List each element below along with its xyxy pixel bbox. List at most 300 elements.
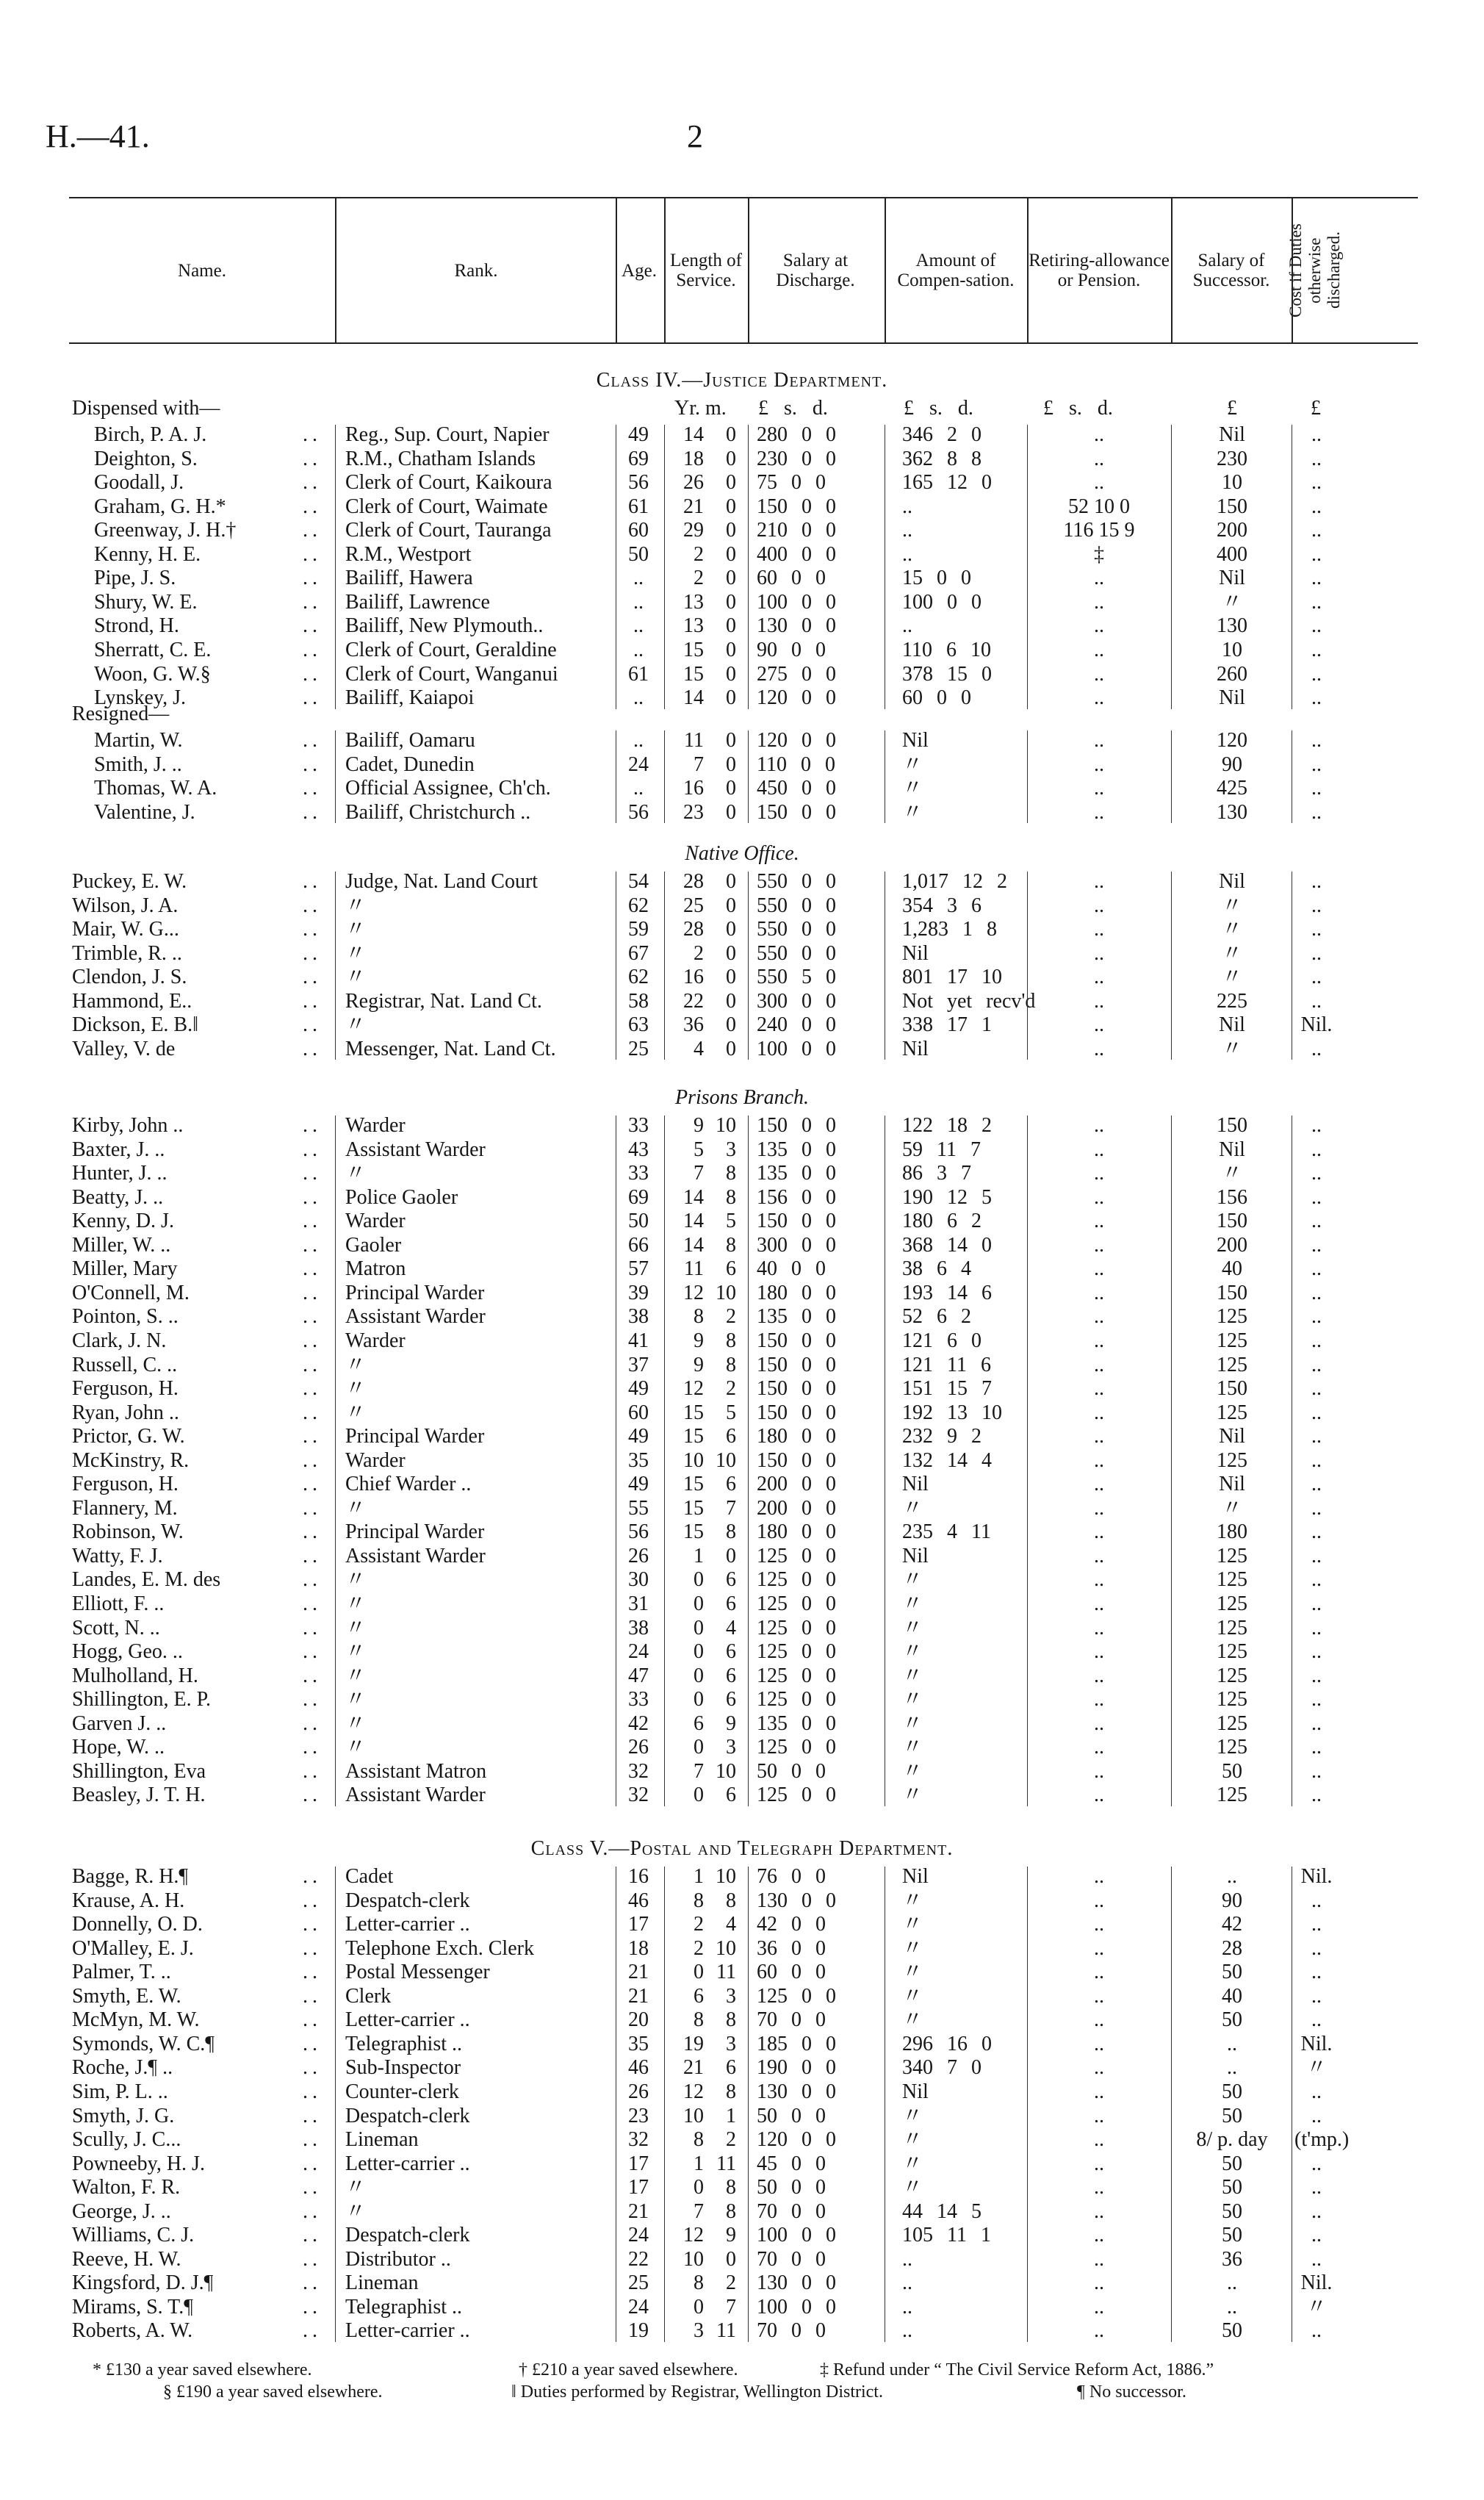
cell-m: 10 [716,1759,736,1783]
column-rule [335,730,336,823]
column-rule [1027,1867,1028,2342]
cell-n: Beatty, J. .. [72,1185,164,1209]
table-row [0,639,1484,662]
cell-n: Dickson, E. B.‖ [72,1013,198,1037]
cell-c: 122 18 2 [902,1114,992,1137]
table-row [0,1497,1484,1520]
cell-y: 18 [683,447,704,470]
cell-ret: .. [1094,1013,1104,1037]
subhead-dispensed: Dispensed with— [72,397,220,420]
cell-s: 185 0 0 [757,2032,836,2055]
cell-c: .. [902,2247,912,2271]
cell-ret: .. [1094,729,1104,752]
cell-y: 2 [694,1936,704,1960]
column-rule [1171,1867,1172,2342]
cell-a: .. [633,590,644,614]
cell-a: 56 [628,800,649,824]
cell-s: 120 0 0 [757,2128,836,2152]
table-row [0,2319,1484,2343]
table-row [0,918,1484,941]
cell-ret: .. [1094,1210,1104,1233]
table-row [0,2200,1484,2224]
cell-y: 14 [683,686,704,710]
table-row [0,1186,1484,1210]
cell-s: 60 0 0 [757,567,826,590]
column-rule [664,425,665,709]
cell-y: 10 [683,2104,704,2127]
cell-m: 0 [726,1037,736,1060]
cell-ret: .. [1094,590,1104,614]
table-row [0,2056,1484,2080]
cell-m: 0 [726,1544,736,1567]
cell-a: 55 [628,1496,649,1520]
cell-c: Nil [902,729,929,752]
cell-co: .. [1311,638,1322,661]
header-age: Age. [622,260,657,281]
cell-ret: .. [1094,1448,1104,1472]
cell-r: 〃 [345,1013,367,1037]
cell-co: .. [1311,1568,1322,1592]
header-length: Length of Service. [670,251,742,290]
cell-co: .. [1311,729,1322,752]
cell-co: .. [1311,2104,1322,2127]
cell-s: 100 0 0 [757,2295,836,2318]
cell-m: 6 [726,1568,736,1592]
cell-su: 130 [1217,614,1247,638]
leader-dots: .. [303,2128,322,2152]
header-divider [664,197,666,344]
cell-s: 50 0 0 [757,2104,826,2127]
table-row [0,2008,1484,2032]
cell-ret: .. [1094,2224,1104,2247]
leader-dots: .. [303,1961,322,1984]
cell-a: 25 [628,2271,649,2295]
cell-r: Lineman [345,2271,419,2295]
cell-r: Bailiff, New Plymouth.. [345,614,544,638]
cell-r: 〃 [345,2199,367,2223]
cell-a: 62 [628,966,649,989]
cell-a: 17 [628,1913,649,1936]
cell-ret: .. [1094,662,1104,686]
cell-s: 150 0 0 [757,495,836,518]
cell-y: 8 [694,2271,704,2295]
cell-m: 6 [726,1664,736,1687]
cell-n: Goodall, J. [94,471,184,495]
cell-r: 〃 [345,1736,367,1759]
cell-co: .. [1311,1448,1322,1472]
cell-co: .. [1311,2080,1322,2103]
cell-m: 8 [726,1889,736,1912]
cell-c: Nil [902,1473,929,1496]
table-row [0,2128,1484,2152]
cell-co: .. [1311,1377,1322,1401]
cell-ret: .. [1094,1473,1104,1496]
cell-m: 8 [726,2008,736,2032]
cell-co: .. [1311,1425,1322,1448]
cell-n: Miller, Mary [72,1257,178,1281]
cell-co: .. [1311,1544,1322,1567]
cell-r: 〃 [345,1688,367,1711]
cell-m: 4 [726,1913,736,1936]
cell-c: 〃 [902,800,923,824]
cell-r: Cadet, Dunedin [345,752,475,776]
cell-y: 2 [694,542,704,566]
cell-r: 〃 [345,894,367,917]
cell-r: Clerk of Court, Wanganui [345,662,558,686]
cell-r: Letter-carrier .. [345,2008,470,2032]
cell-ret: .. [1094,2008,1104,2032]
cell-s: 156 0 0 [757,1185,836,1209]
section-prisons: Prisons Branch. [675,1086,809,1109]
cell-n: Lynskey, J. [94,686,186,710]
cell-c: 〃 [902,2104,923,2127]
cell-co: .. [1311,894,1322,917]
cell-y: 0 [694,2295,704,2318]
table-row [0,1937,1484,1961]
cell-ret: .. [1094,1961,1104,1984]
cell-co: .. [1311,567,1322,590]
cell-y: 0 [694,1616,704,1639]
cell-m: 0 [726,729,736,752]
cell-su: 150 [1217,1210,1247,1233]
leader-dots: .. [303,2056,322,2080]
cell-su: 90 [1222,752,1242,776]
cell-co: Nil. [1300,2271,1333,2295]
cell-ret: .. [1094,989,1104,1013]
cell-n: Powneeby, H. J. [72,2152,205,2175]
cell-a: 43 [628,1138,649,1161]
cell-r: Letter-carrier .. [345,2319,470,2343]
cell-a: .. [633,729,644,752]
cell-r: 〃 [345,2176,367,2199]
cell-n: Ferguson, H. [72,1473,179,1496]
leader-dots: .. [303,1037,322,1060]
cell-su: 28 [1222,1936,1242,1960]
cell-r: Cadet [345,1865,394,1888]
cell-m: 3 [726,2032,736,2055]
cell-co: .. [1311,752,1322,776]
cell-a: .. [633,567,644,590]
cell-y: 7 [694,1162,704,1185]
leader-dots: .. [303,777,322,800]
cell-s: 150 0 0 [757,1114,836,1137]
cell-ret: .. [1094,1711,1104,1735]
leader-dots: .. [303,1984,322,2008]
cell-a: 25 [628,1037,649,1060]
cell-c: Not yet recv'd [902,989,1036,1013]
cell-s: 70 0 0 [757,2008,826,2032]
table-row [0,1138,1484,1162]
units-length: Yr. m. [674,397,727,420]
cell-c: 44 14 5 [902,2199,981,2223]
cell-ret: .. [1094,423,1104,446]
table-row [0,966,1484,989]
cell-co: .. [1311,1936,1322,1960]
cell-r: 〃 [345,1377,367,1401]
cell-co: .. [1311,1401,1322,1424]
cell-co: .. [1311,495,1322,518]
cell-n: Garven J. .. [72,1711,167,1735]
cell-c: 〃 [902,777,923,800]
leader-dots: .. [303,729,322,752]
cell-s: 275 0 0 [757,662,836,686]
cell-y: 22 [683,989,704,1013]
cell-a: 26 [628,2080,649,2103]
cell-y: 0 [694,1640,704,1664]
subhead-resigned: Resigned— [72,703,170,725]
cell-c: 〃 [902,1616,923,1639]
table-row [0,1305,1484,1329]
cell-ret: .. [1094,1913,1104,1936]
cell-su: .. [1227,2295,1237,2318]
cell-a: .. [633,777,644,800]
cell-r: 〃 [345,966,367,989]
cell-c: 354 3 6 [902,894,981,917]
units-cost: £ [1311,397,1321,420]
cell-a: 58 [628,989,649,1013]
leader-dots: .. [303,1592,322,1615]
cell-m: 2 [726,2128,736,2152]
cell-m: 8 [726,1233,736,1257]
cell-su: 125 [1217,1305,1247,1329]
cell-su: 125 [1217,1592,1247,1615]
table-row [0,1377,1484,1401]
cell-co: .. [1311,1961,1322,1984]
cell-m: 3 [726,1138,736,1161]
cell-n: Clark, J. N. [72,1329,167,1352]
cell-n: McMyn, M. W. [72,2008,200,2032]
leader-dots: .. [303,2319,322,2343]
cell-s: 110 0 0 [757,752,835,776]
cell-n: Kirby, John .. [72,1114,184,1137]
cell-s: 50 0 0 [757,2176,826,2199]
leader-dots: .. [303,1233,322,1257]
cell-y: 1 [694,1865,704,1888]
cell-ret: ‡ [1094,542,1104,566]
cell-ret: .. [1094,1759,1104,1783]
cell-m: 2 [726,1377,736,1401]
cell-y: 1 [694,1544,704,1567]
cell-a: 50 [628,542,649,566]
table-row [0,1664,1484,1688]
cell-ret: .. [1094,1425,1104,1448]
leader-dots: .. [303,1889,322,1912]
cell-su: Nil [1219,1138,1245,1161]
leader-dots: .. [303,1496,322,1520]
cell-n: Puckey, E. W. [72,870,187,893]
column-rule [748,730,749,823]
cell-r: Clerk [345,1984,392,2008]
cell-su: 50 [1222,2080,1242,2103]
cell-su: 200 [1217,519,1247,542]
cell-co: .. [1311,1233,1322,1257]
table-row [0,519,1484,542]
cell-co: .. [1311,1353,1322,1376]
cell-r: Assistant Warder [345,1138,486,1161]
leader-dots: .. [303,567,322,590]
cell-a: 42 [628,1711,649,1735]
cell-co: .. [1311,590,1322,614]
column-rule [335,872,336,1060]
table-row [0,614,1484,638]
table-row [0,495,1484,519]
cell-s: 125 0 0 [757,1568,836,1592]
cell-m: 8 [726,1353,736,1376]
header-name: Name. [178,260,226,281]
cell-c: Nil [902,941,929,965]
cell-m: 10 [716,1114,736,1137]
cell-n: Smyth, E. W. [72,1984,181,2008]
cell-su: Nil [1219,423,1245,446]
cell-s: 125 0 0 [757,1736,836,1759]
cell-ret: .. [1094,1592,1104,1615]
page-number: 2 [687,118,703,154]
cell-m: 0 [726,567,736,590]
cell-s: 42 0 0 [757,1913,826,1936]
cell-su: 400 [1217,542,1247,566]
table-row [0,2296,1484,2319]
cell-ret: .. [1094,1544,1104,1567]
cell-co: .. [1311,1520,1322,1544]
cell-r: Assistant Warder [345,1305,486,1329]
column-rule [1027,1116,1028,1806]
cell-co: .. [1311,918,1322,941]
cell-a: 17 [628,2152,649,2175]
table-row [0,1961,1484,1984]
cell-r: 〃 [345,1353,367,1376]
cell-co: .. [1311,1889,1322,1912]
cell-ret: .. [1094,870,1104,893]
cell-s: 60 0 0 [757,1961,826,1984]
cell-y: 15 [683,1425,704,1448]
cell-c: 362 8 8 [902,447,981,470]
cell-m: 9 [726,2224,736,2247]
cell-a: 38 [628,1305,649,1329]
cell-co: .. [1311,1640,1322,1664]
cell-y: 12 [683,1281,704,1304]
header-bottom-rule [69,342,1418,344]
cell-a: 49 [628,1473,649,1496]
cell-m: 10 [716,1281,736,1304]
cell-s: 130 0 0 [757,614,836,638]
cell-s: 120 0 0 [757,729,836,752]
header-divider [616,197,617,344]
leader-dots: .. [303,519,322,542]
cell-m: 10 [716,1936,736,1960]
leader-dots: .. [303,1401,322,1424]
table-row [0,1865,1484,1889]
table-row [0,2152,1484,2176]
leader-dots: .. [303,752,322,776]
footnote: † £210 a year saved elsewhere. [519,2360,738,2379]
cell-y: 0 [694,1784,704,1807]
table-row [0,990,1484,1013]
cell-co: .. [1311,2319,1322,2343]
cell-m: 3 [726,1984,736,2008]
cell-s: 150 0 0 [757,1353,836,1376]
cell-ret: .. [1094,567,1104,590]
cell-n: Hunter, J. .. [72,1162,168,1185]
cell-su: Nil [1219,686,1245,710]
table-row [0,1889,1484,1913]
cell-a: 20 [628,2008,649,2032]
cell-s: 125 0 0 [757,1616,836,1639]
cell-r: Despatch-clerk [345,1889,470,1912]
cell-c: 〃 [902,1784,923,1807]
cell-co: .. [1311,2199,1322,2223]
cell-s: 400 0 0 [757,542,836,566]
cell-c: 121 11 6 [902,1353,991,1376]
cell-c: 38 6 4 [902,1257,971,1281]
cell-y: 2 [694,941,704,965]
cell-n: Ferguson, H. [72,1377,179,1401]
cell-ret: .. [1094,1496,1104,1520]
cell-s: 125 0 0 [757,1664,836,1687]
section-class-iv: Class IV.—Justice Department. [596,369,888,392]
table-row [0,1520,1484,1544]
table-row [0,1162,1484,1185]
cell-co: .. [1311,423,1322,446]
cell-y: 12 [683,2080,704,2103]
cell-r: Police Gaoler [345,1185,458,1209]
cell-c: 232 9 2 [902,1425,981,1448]
cell-m: 0 [726,989,736,1013]
cell-s: 240 0 0 [757,1013,836,1037]
cell-ret: .. [1094,2319,1104,2343]
cell-n: Mulholland, H. [72,1664,198,1687]
cell-y: 8 [694,1305,704,1329]
cell-r: Judge, Nat. Land Court [345,870,539,893]
cell-ret: .. [1094,2199,1104,2223]
cell-r: Matron [345,1257,406,1281]
table-row [0,448,1484,471]
cell-a: 66 [628,1233,649,1257]
cell-m: 0 [726,800,736,824]
cell-co: .. [1311,1138,1322,1161]
cell-m: 6 [726,1257,736,1281]
cell-c: 〃 [902,2008,923,2032]
cell-n: O'Connell, M. [72,1281,190,1304]
table-row [0,1985,1484,2008]
cell-ret: .. [1094,777,1104,800]
cell-su: 50 [1222,2152,1242,2175]
cell-y: 28 [683,918,704,941]
cell-s: 150 0 0 [757,1448,836,1472]
cell-c: 〃 [902,1913,923,1936]
cell-co: .. [1311,1711,1322,1735]
cell-r: Letter-carrier .. [345,2152,470,2175]
cell-a: 35 [628,1448,649,1472]
cell-c: 〃 [902,1640,923,1664]
cell-y: 9 [694,1114,704,1137]
cell-y: 16 [683,777,704,800]
cell-n: Trimble, R. .. [72,941,182,965]
units-salary: £ s. d. [758,397,828,420]
cell-a: 37 [628,1353,649,1376]
cell-su: Nil [1219,1425,1245,1448]
cell-n: Valentine, J. [94,800,195,824]
cell-a: 35 [628,2032,649,2055]
cell-su: 200 [1217,1233,1247,1257]
cell-su: 150 [1217,1377,1247,1401]
cell-a: 33 [628,1162,649,1185]
cell-co: .. [1311,1114,1322,1137]
cell-a: 23 [628,2104,649,2127]
cell-y: 0 [694,1664,704,1687]
cell-y: 7 [694,752,704,776]
cell-y: 8 [694,2008,704,2032]
cell-r: 〃 [345,1592,367,1615]
